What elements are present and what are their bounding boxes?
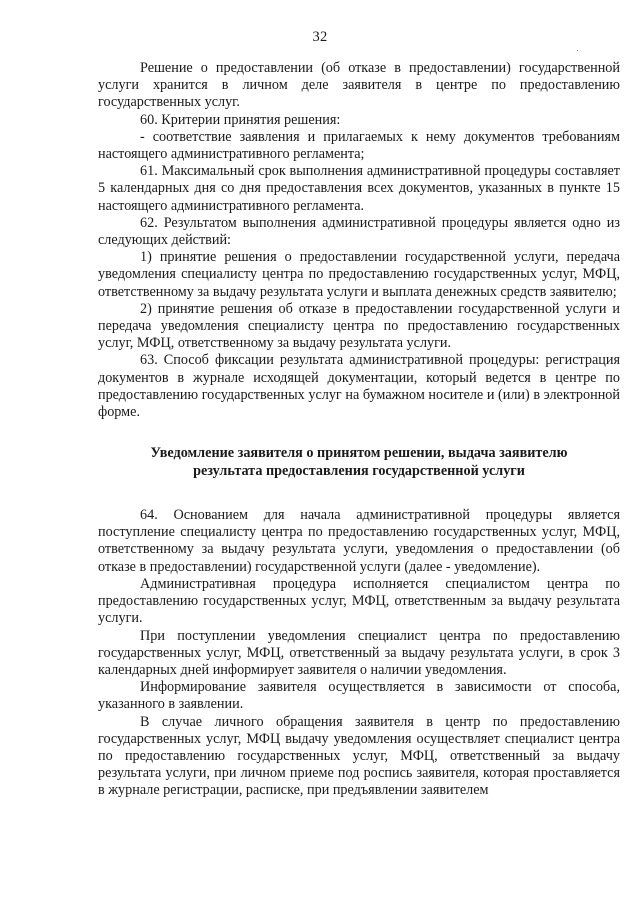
paragraph-procedure-executor: Административная процедура исполняется специалистом центра по предоставлению государственных услуг, МФЦ, ответственным за выдачу результата услуги. xyxy=(98,575,620,627)
paragraph-63-fixation: 63. Способ фиксации результата административной процедуры: регистрация документов в журнале исходящей документации, который ведется в центре по предоставлению государственных услуг на бумажном носителе и (или) в электронной форме. xyxy=(98,352,620,421)
paragraph-62-item-1: 1) принятие решения о предоставлении государственной услуги, передача уведомления специалисту центра по предоставлению государственных услуг, МФЦ, ответственному за выдачу результата услуги и выплата денежных средств заявителю; xyxy=(98,249,620,300)
paragraph-60-item: - соответствие заявления и прилагаемых к нему документов требованиям настоящего административного регламента; xyxy=(98,128,620,163)
paragraph-notification-receipt: При поступлении уведомления специалист центра по предоставлению государственных услуг, МФЦ, ответственный за выдачу результата услуги, в срок 3 календарных дней информирует заявителя о наличии уведомления. xyxy=(98,627,620,678)
section-heading-line-1: Уведомление заявителя о принятом решении, выдача заявителю xyxy=(150,445,568,462)
paragraph-64-basis: 64. Основанием для начала административной процедуры является поступление специалисту центра по предоставлению государственных услуг, МФЦ, ответственному за выдачу результата услуги, уведомления о предоставлении (об отказе в предоставлении) государственной услуги (далее - уведомление). xyxy=(98,507,620,575)
scan-speck xyxy=(577,50,578,51)
paragraph-62-result: 62. Результатом выполнения административной процедуры является одно из следующих действий: xyxy=(98,214,620,249)
paragraph-60-criteria: 60. Критерии принятия решения: xyxy=(140,111,341,128)
paragraph-61-term: 61. Максимальный срок выполнения административной процедуры составляет 5 календарных дня со дня предоставления всех документов, указанных в пункте 15 настоящего административного регламента. xyxy=(98,163,620,214)
section-heading xyxy=(98,445,620,480)
paragraph-informing-method: Информирование заявителя осуществляется в зависимости от способа, указанного в заявлении. xyxy=(98,679,620,713)
paragraph-62-item-2: 2) принятие решения об отказе в предоставлении государственной услуги и передача уведомления специалисту центра по предоставлению государственных услуг, МФЦ, ответственному за выдачу результата услуги. xyxy=(98,300,620,352)
paragraph-personal-visit: В случае личного обращения заявителя в центр по предоставлению государственных услуг, МФЦ выдачу уведомления осуществляет специалист центра по предоставлению государственных услуг, МФЦ, ответственный за выдачу результата услуги, при личном приеме под роспись заявителя, которая проставляется в журнале регистрации, расписке, при предъявлении заявителем xyxy=(98,713,620,799)
document-body xyxy=(98,60,620,800)
page-number: 32 xyxy=(312,29,328,45)
paragraph-decision-storage: Решение о предоставлении (об отказе в предоставлении) государственной услуги хранится в личном деле заявителя в центре по предоставлению государственных услуг. xyxy=(98,60,620,111)
section-heading-line-2: результата предоставления государственной услуги xyxy=(193,462,525,479)
